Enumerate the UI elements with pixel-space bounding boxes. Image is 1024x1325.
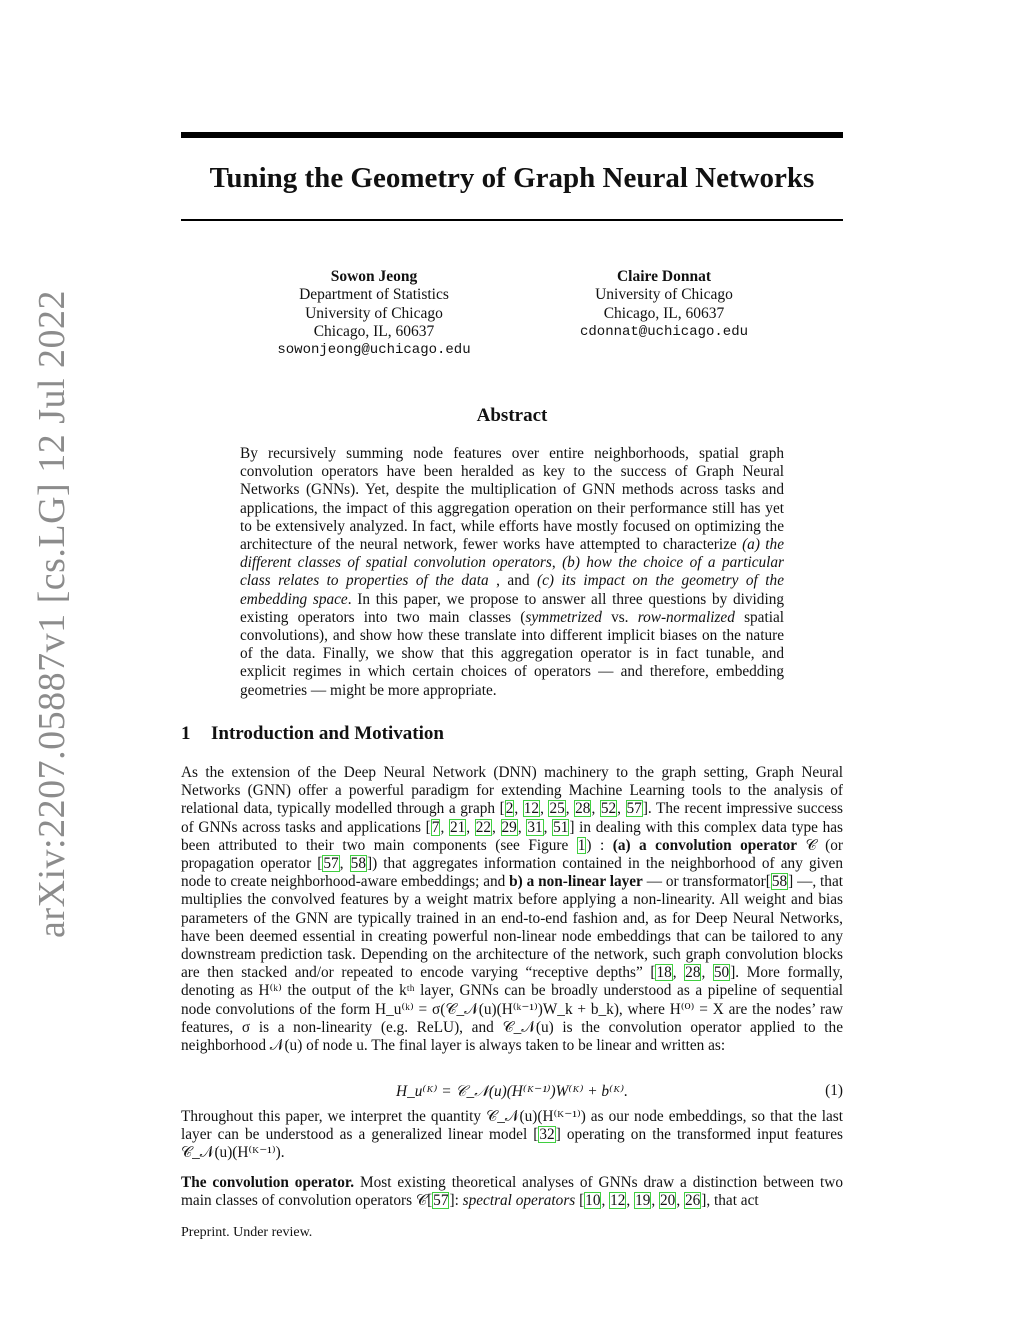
citation-link[interactable]: 21: [449, 818, 466, 836]
section-number: 1: [181, 723, 191, 744]
author-block-1: [246, 268, 502, 359]
citation-link[interactable]: 18: [656, 964, 672, 982]
author-block-2: [534, 268, 794, 341]
citation-link[interactable]: 25: [549, 800, 565, 818]
citation-link[interactable]: 10: [585, 1192, 601, 1210]
title-top-rule: [181, 132, 843, 138]
citation-group: 10, 12, 19, 20, 26: [585, 1192, 701, 1210]
citation-group: 7, 21, 22, 29, 31, 51: [431, 818, 569, 836]
author-email[interactable]: sowonjeong@uchicago.edu: [277, 342, 471, 359]
title-bottom-rule: [181, 219, 843, 221]
citation-link[interactable]: 7: [431, 818, 440, 836]
citation-link[interactable]: 22: [475, 818, 492, 836]
convolution-paragraph: The convolution operator. Most existing theoretical analyses of GNNs draw a distinction between two main classes of convolution operators 𝒞[57]: spectral operators [10, 12, 19, 20, 26], that act: [181, 1174, 843, 1210]
author-address: Chicago, IL, 60637: [313, 322, 435, 340]
section-heading: [181, 723, 444, 745]
citation-link[interactable]: 52: [600, 800, 617, 818]
author-email[interactable]: cdonnat@uchicago.edu: [579, 323, 749, 340]
citation-link[interactable]: 31: [527, 818, 543, 836]
abstract-text: By recursively summing node features over entire neighborhoods, spatial graph convolution operators have been heralded as key to the success of Graph Neural Networks (GNNs). Yet, despite the multiplication of GNN methods across tasks and applications, the impact of this aggregation operation on their performance still has yet to be extensively analyzed. In fact, while efforts have mostly focused on optimizing the architecture of the neural network, fewer works have attempted to characterize (a) the different classes of spatial convolution operators, (b) how the choice of a particular class relates to properties of the data , and (c) its impact on the geometry of the embedding space. In this paper, we propose to answer all three questions by dividing existing operators into two main classes (symmetrized vs. row-normalized spatial convolutions), and show how these translate into different implicit biases on the nature of the data. Finally, we show that this aggregation operator is in fact tunable, and explicit regimes in which certain choices of operators — and therefore, embedding geometries — might be more appropriate.: [240, 445, 784, 699]
embedding-paragraph: Throughout this paper, we interpret the quantity 𝒞_𝒩(u)(H⁽ᴷ⁻¹⁾) as our node embeddings, so that the last layer can be understood as a generalized linear model [32] operating on the transformed input features 𝒞_𝒩(u)(H⁽ᴷ⁻¹⁾).: [181, 1108, 843, 1162]
citation-link[interactable]: 12: [523, 800, 540, 818]
citation-link[interactable]: 29: [501, 818, 517, 836]
citation-group: 18, 28, 50: [656, 964, 730, 982]
citation-link[interactable]: 50: [713, 964, 730, 982]
citation-link[interactable]: 19: [635, 1192, 651, 1210]
citation-link[interactable]: 57: [323, 855, 339, 873]
equation-expression: H_u⁽ᴷ⁾ = 𝒞_𝒩(u)(H⁽ᴷ⁻¹⁾)W⁽ᴷ⁾ + b⁽ᴷ⁾.: [396, 1083, 628, 1100]
citation-link[interactable]: 51: [553, 818, 569, 836]
author-address: Chicago, IL, 60637: [603, 304, 725, 322]
citation-group: 57, 58: [323, 855, 366, 873]
author-affiliation: Department of Statistics: [299, 286, 449, 304]
citation-link[interactable]: 28: [685, 964, 701, 982]
citation-link[interactable]: 26: [684, 1192, 701, 1210]
paper-title: Tuning the Geometry of Graph Neural Networks: [209, 162, 815, 194]
equation-number: (1): [825, 1082, 843, 1099]
author-affiliation: University of Chicago: [595, 286, 733, 304]
section-title: Introduction and Motivation: [211, 723, 444, 744]
author-name: Claire Donnat: [616, 268, 711, 285]
footer-note: Preprint. Under review.: [181, 1225, 313, 1240]
citation-link[interactable]: 2: [505, 800, 514, 818]
author-name: Sowon Jeong: [330, 268, 418, 285]
citation-link[interactable]: 32: [539, 1126, 555, 1144]
citation-link[interactable]: 12: [610, 1192, 626, 1210]
citation-link[interactable]: 57: [433, 1192, 449, 1210]
citation-link[interactable]: 58: [771, 873, 788, 891]
citation-link[interactable]: 28: [575, 800, 591, 818]
author-affiliation: University of Chicago: [305, 304, 443, 322]
citation-link[interactable]: 57: [626, 800, 642, 818]
citation-group: 2, 12, 25, 28, 52, 57: [505, 800, 642, 818]
arxiv-identifier: arXiv:2207.05887v1 [cs.LG] 12 Jul 2022: [31, 289, 73, 938]
equation-1: [181, 1082, 843, 1102]
intro-paragraph: As the extension of the Deep Neural Network (DNN) machinery to the graph setting, Graph Neural Networks (GNN) offer a powerful paradigm for extending Machine Learning tools to the analysis of relational data, typically modelled through a graph [2, 12, 25, 28, 52, 57]. The recent impressive success of GNNs across tasks and applications [7, 21, 22, 29, 31, 51] in dealing with this complex data type has been attributed to their two main components (see Figure 1) : (a) a convolution operator 𝒞 (or propagation operator [57, 58]) that aggregates information contained in the neighborhood of any given node to create neighborhood-aware embeddings; and b) a non-linear layer — or transformator[58] —, that multiplies the convolved features by a weight matrix before applying a non-linearity. All weight and bias parameters of the GNN are typically trained in an end-to-end fashion and, as for Deep Neural Networks, have been deemed essential in creating powerful non-linear node embeddings that can be tailored to any downstream prediction task. Depending on the architecture of the network, such graph convolution blocks are then stacked and/or repeated to encode varying “receptive depths” [18, 28, 50]. More formally, denoting as H⁽ᵏ⁾ the output of the kᵗʰ layer, GNNs can be broadly understood as a pipeline of sequential node convolutions of the form H_u⁽ᵏ⁾ = σ(𝒞_𝒩(u)(H⁽ᵏ⁻¹⁾)W_k + b_k), where H⁽⁰⁾ = X are the nodes’ raw features, σ is a non-linearity (e.g. ReLU), and 𝒞_𝒩(u) is the convolution operator applied to the neighborhood 𝒩(u) of node u. The final layer is always taken to be linear and written as:: [181, 764, 844, 1055]
figure-link[interactable]: 1: [577, 836, 586, 854]
citation-link[interactable]: 58: [350, 855, 366, 873]
abstract-heading: Abstract: [476, 405, 548, 426]
citation-link[interactable]: 20: [660, 1192, 676, 1210]
